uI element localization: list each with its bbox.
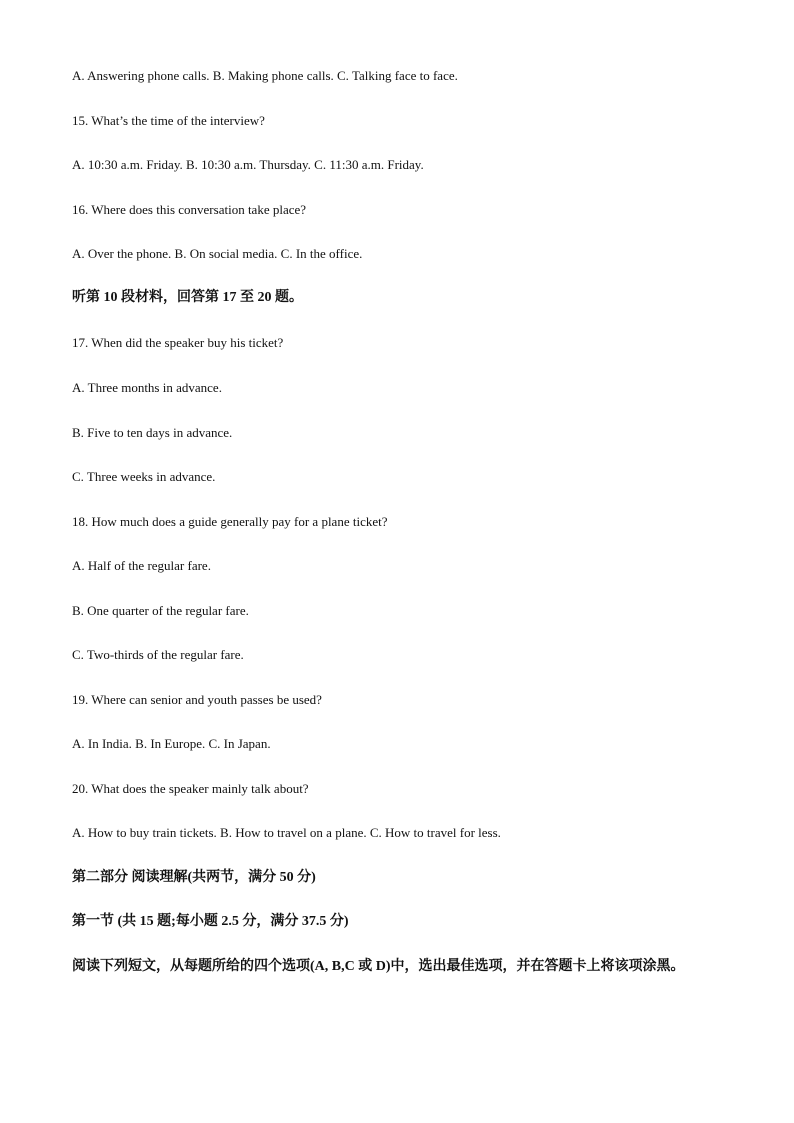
q14-options: A. Answering phone calls. B. Making phone calls. C. Talking face to face. (72, 68, 458, 83)
q17-option-a: A. Three months in advance. (72, 380, 222, 395)
q20-question: 20. What does the speaker mainly talk about? (72, 781, 309, 796)
q19-options: A. In India. B. In Europe. C. In Japan. (72, 736, 271, 751)
section-one-heading: 第一节 (共 15 题;每小题 2.5 分，满分 37.5 分) (72, 914, 349, 929)
q15-options: A. 10:30 a.m. Friday. B. 10:30 a.m. Thursday. C. 11:30 a.m. Friday. (72, 157, 424, 172)
q18-option-b: B. One quarter of the regular fare. (72, 603, 249, 618)
section-heading-material-10: 听第 10 段材料，回答第 17 至 20 题。 (72, 290, 303, 305)
q19-question: 19. Where can senior and youth passes be used? (72, 692, 322, 707)
q17-option-b: B. Five to ten days in advance. (72, 425, 233, 440)
q16-question: 16. Where does this conversation take place? (72, 202, 307, 217)
q18-option-c: C. Two-thirds of the regular fare. (72, 647, 244, 662)
q17-question: 17. When did the speaker buy his ticket? (72, 335, 284, 350)
q18-option-a: A. Half of the regular fare. (72, 558, 211, 573)
q18-question: 18. How much does a guide generally pay for a plane ticket? (72, 514, 388, 529)
part-two-heading: 第二部分 阅读理解(共两节，满分 50 分) (72, 870, 316, 885)
q20-options: A. How to buy train tickets. B. How to travel on a plane. C. How to travel for less. (72, 825, 501, 840)
q16-options: A. Over the phone. B. On social media. C. In the office. (72, 246, 363, 261)
reading-instruction: 阅读下列短文，从每题所给的四个选项(A, B,C 或 D)中，选出最佳选项，并在答题卡上将该项涂黑。 (72, 959, 685, 974)
q17-option-c: C. Three weeks in advance. (72, 469, 216, 484)
q15-question: 15. What’s the time of the interview? (72, 113, 265, 128)
